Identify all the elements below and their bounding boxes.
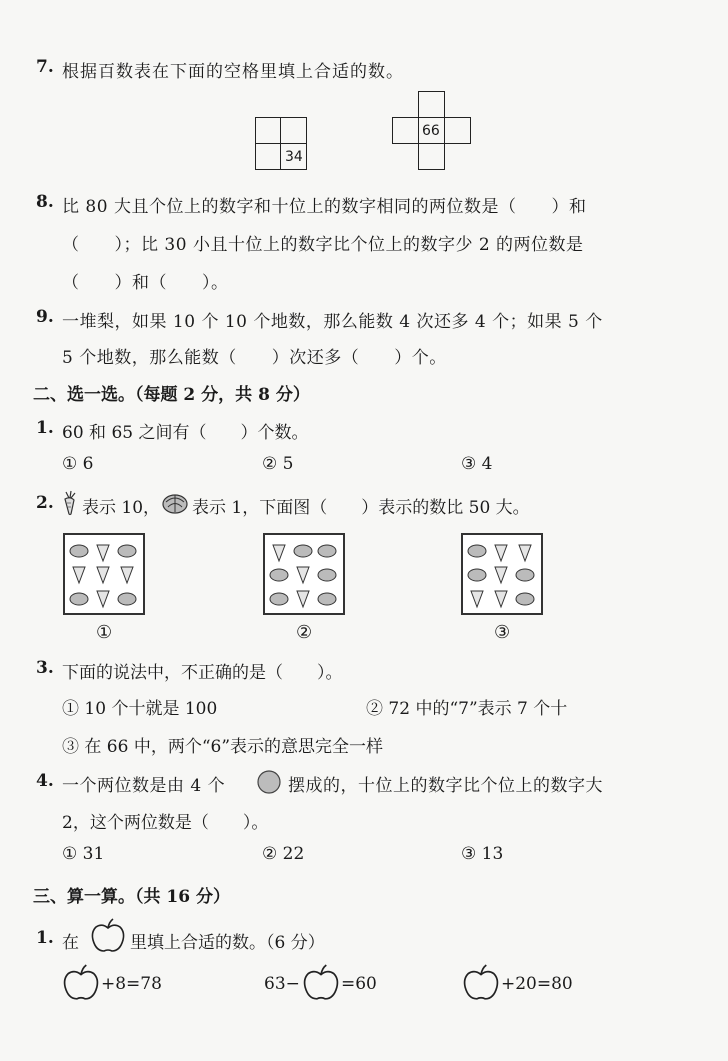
equation-2-text-a: 63− (264, 974, 300, 994)
carrot-icon (58, 490, 82, 516)
grid-cell[interactable] (392, 117, 419, 144)
grid-value: 66 (422, 123, 440, 139)
picture-option-1[interactable] (63, 533, 145, 615)
q8-number: 8. (36, 192, 54, 212)
s2q4-option-1[interactable]: ① 31 (62, 844, 105, 864)
apple-input[interactable] (462, 964, 500, 1002)
s2q3-option-1[interactable]: ① 10 个十就是 100 (62, 699, 218, 719)
s2q4-option-3[interactable]: ③ 13 (461, 844, 504, 864)
apple-input[interactable] (62, 964, 100, 1002)
s2q4-option-2[interactable]: ② 22 (262, 844, 305, 864)
s2q4-line-2: 2，这个两位数是（ ）。 (62, 813, 269, 833)
q8-line-3: （ ）和（ ）。 (62, 273, 229, 293)
q8-line-1: 比 80 大且个位上的数字和十位上的数字相同的两位数是（ ）和 (62, 197, 587, 217)
s2q2-number: 2. (36, 493, 54, 513)
picture-label-2: ② (296, 622, 313, 643)
equation-1-text: +8=78 (101, 974, 162, 994)
picture-option-3[interactable] (461, 533, 543, 615)
s2q2-text-b: 表示 1，下面图（ ）表示的数比 50 大。 (192, 498, 530, 518)
vegetables-icon (65, 535, 143, 613)
vegetables-icon (463, 535, 541, 613)
equation-3-text: +20=80 (501, 974, 573, 994)
s2q4-text-b: 摆成的，十位上的数字比个位上的数字大 (288, 776, 603, 796)
grid-cell[interactable] (418, 143, 445, 170)
grid-cell-filled (418, 117, 445, 144)
s2q3-option-3[interactable]: ③ 在 66 中，两个“6”表示的意思完全一样 (62, 737, 384, 757)
picture-label-1: ① (96, 622, 113, 643)
grid-cell[interactable] (255, 143, 281, 170)
grid-cell[interactable] (444, 117, 471, 144)
s3q1-text-b: 里填上合适的数。（6 分） (130, 933, 325, 953)
picture-label-3: ③ (494, 622, 511, 643)
grid-cell[interactable] (418, 91, 445, 118)
apple-icon (90, 918, 126, 954)
grid-cell[interactable] (280, 117, 307, 144)
s2q1-option-1[interactable]: ① 6 (62, 454, 94, 474)
grid-value: 34 (285, 149, 303, 165)
s2q1-option-3[interactable]: ③ 4 (461, 454, 493, 474)
grid-cell-filled (280, 143, 307, 170)
s2q1-text: 60 和 65 之间有（ ）个数。 (62, 423, 309, 443)
vegetables-icon (265, 535, 343, 613)
grid-cell[interactable] (255, 117, 281, 144)
equation-2-text-b: =60 (341, 974, 377, 994)
s2q4-number: 4. (36, 771, 54, 791)
s2q3-option-2[interactable]: ② 72 中的“7”表示 7 个十 (366, 699, 568, 719)
s3q1-text-a: 在 (62, 933, 79, 953)
q9-line-1: 一堆梨，如果 10 个 10 个地数，那么能数 4 次还多 4 个；如果 5 个 (62, 312, 603, 332)
section-3-heading: 三、算一算。（共 16 分） (33, 887, 230, 907)
s2q1-option-2[interactable]: ② 5 (262, 454, 294, 474)
apple-input[interactable] (302, 964, 340, 1002)
s2q3-text: 下面的说法中，不正确的是（ ）。 (62, 663, 343, 683)
q9-number: 9. (36, 307, 54, 327)
q7-text: 根据百数表在下面的空格里填上合适的数。 (62, 62, 404, 82)
q9-line-2: 5 个地数，那么能数（ ）次还多（ ）个。 (62, 348, 447, 368)
q7-number: 7. (36, 57, 54, 77)
picture-option-2[interactable] (263, 533, 345, 615)
cabbage-icon (160, 490, 190, 516)
s3q1-number: 1. (36, 928, 54, 948)
bead-icon (256, 769, 282, 795)
q8-line-2: （ ）；比 30 小且十位上的数字比个位上的数字少 2 的两位数是 (62, 235, 584, 255)
s2q1-number: 1. (36, 418, 54, 438)
s2q4-text-a: 一个两位数是由 4 个 (62, 776, 226, 796)
s2q3-number: 3. (36, 658, 54, 678)
s2q2-text-a: 表示 10， (82, 498, 161, 518)
section-2-heading: 二、选一选。（每题 2 分，共 8 分） (33, 385, 310, 405)
